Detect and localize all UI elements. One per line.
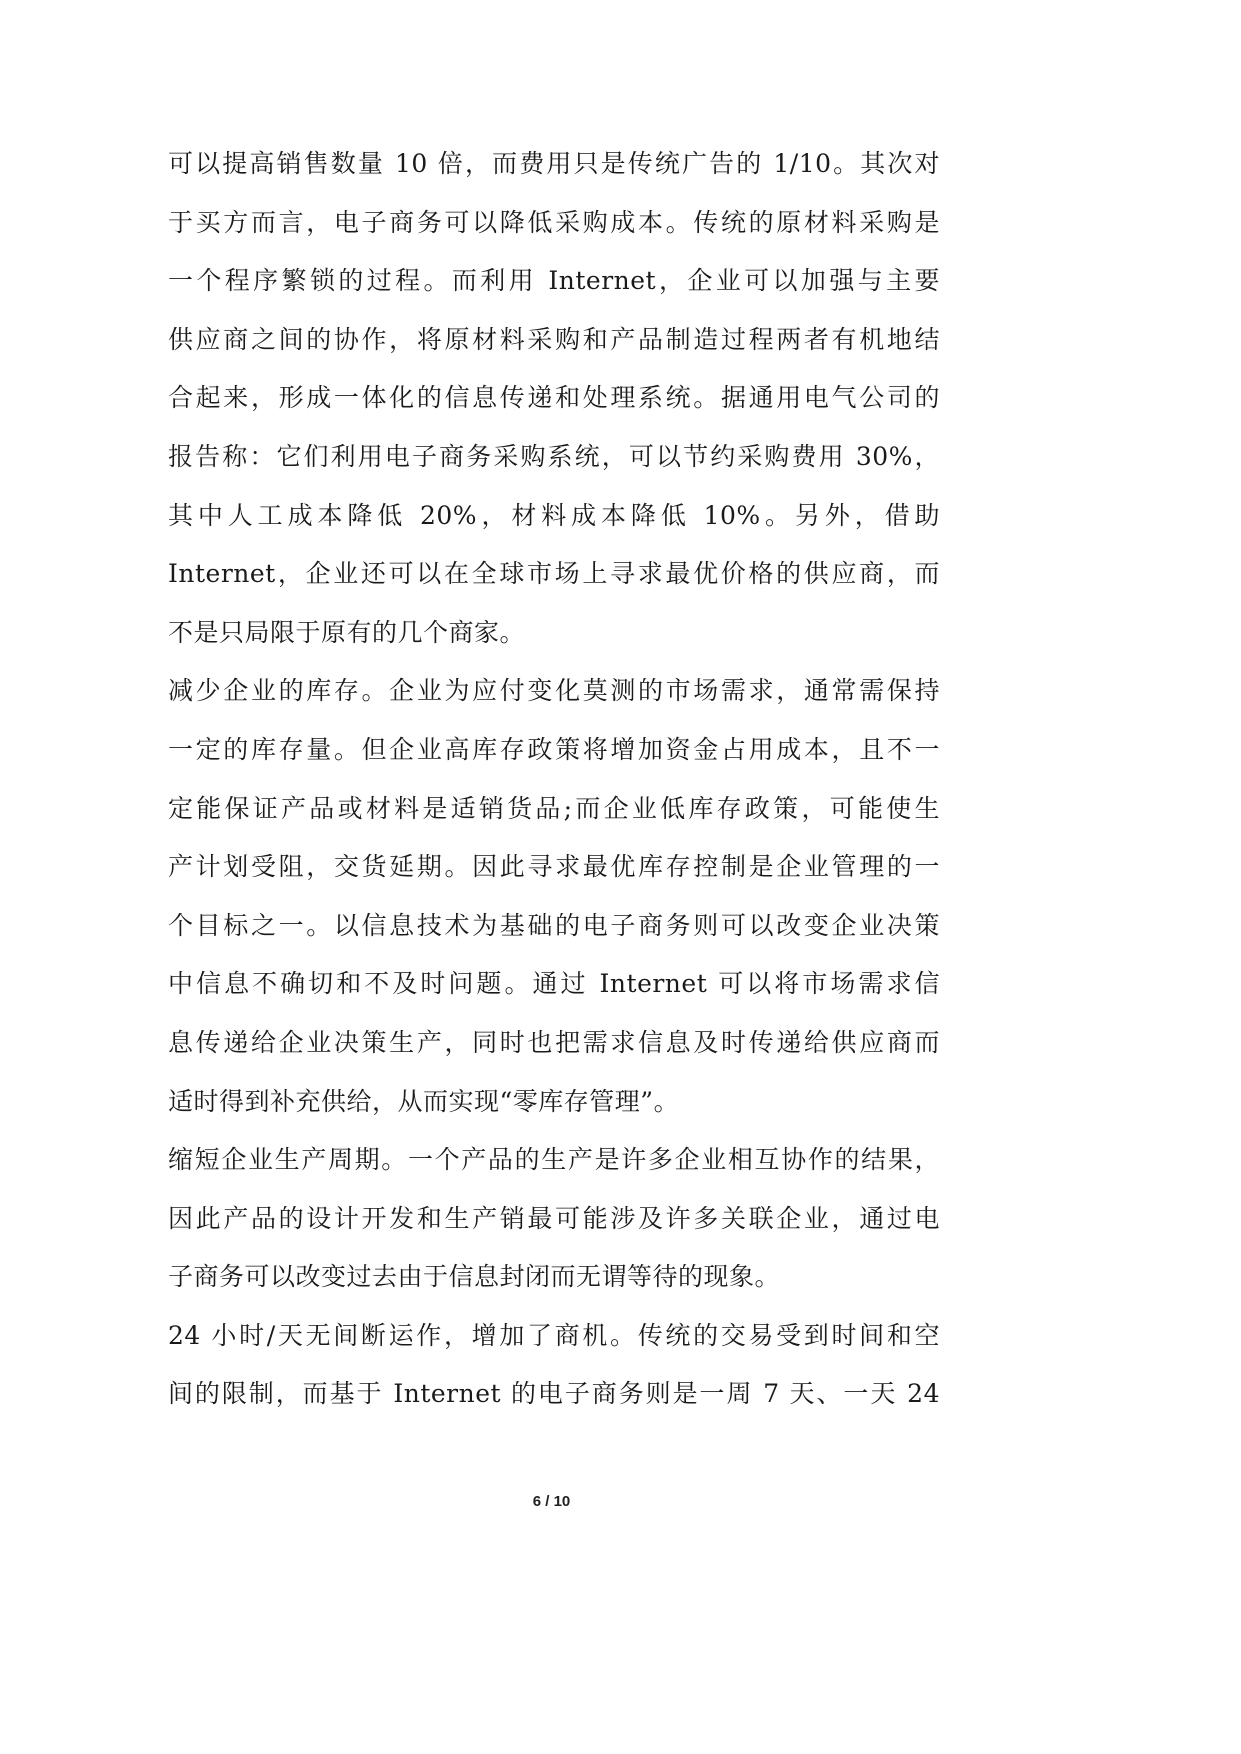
text-line: 合起来，形成一体化的信息传递和处理系统。据通用电气公司的 [168, 383, 940, 413]
text-line: 中信息不确切和不及时问题。通过 Internet 可以将市场需求信 [168, 969, 940, 999]
text-line: 减少企业的库存。企业为应付变化莫测的市场需求，通常需保持 [168, 676, 940, 706]
text-line: 子商务可以改变过去由于信息封闭而无谓等待的现象。 [168, 1262, 781, 1292]
page-number: 6 / 10 [532, 1493, 571, 1510]
text-line: 适时得到补充供给，从而实现“零库存管理”。 [168, 1086, 680, 1116]
text-line: 缩短企业生产周期。一个产品的生产是许多企业相互协作的结果， [168, 1145, 940, 1175]
body-text [168, 143, 940, 1432]
text-line: 一定的库存量。但企业高库存政策将增加资金占用成本，且不一 [168, 734, 940, 764]
text-line: 报告称：它们利用电子商务采购系统，可以节约采购费用 30%， [168, 441, 940, 471]
text-line: 24 小时/天无间断运作，增加了商机。传统的交易受到时间和空 [168, 1320, 940, 1350]
text-line: 供应商之间的协作，将原材料采购和产品制造过程两者有机地结 [168, 324, 940, 354]
text-line: 个目标之一。以信息技术为基础的电子商务则可以改变企业决策 [168, 910, 940, 940]
text-line: 不是只局限于原有的几个商家。 [168, 617, 526, 647]
text-line: Internet，企业还可以在全球市场上寻求最优价格的供应商，而 [168, 559, 940, 589]
text-line: 产计划受阻，交货延期。因此寻求最优库存控制是企业管理的一 [168, 852, 940, 882]
text-line: 一个程序繁锁的过程。而利用 Internet，企业可以加强与主要 [168, 266, 940, 296]
text-line: 息传递给企业决策生产，同时也把需求信息及时传递给供应商而 [168, 1027, 940, 1057]
text-line: 于买方而言，电子商务可以降低采购成本。传统的原材料采购是 [168, 207, 940, 237]
text-line: 因此产品的设计开发和生产销最可能涉及许多关联企业，通过电 [168, 1203, 940, 1233]
text-line: 可以提高销售数量 10 倍，而费用只是传统广告的 1/10。其次对 [168, 149, 940, 178]
text-line: 其中人工成本降低 20%，材料成本降低 10%。另外，借助 [168, 500, 940, 530]
text-line: 定能保证产品或材料是适销货品;而企业低库存政策，可能使生 [168, 793, 940, 823]
text-line: 间的限制，而基于 Internet 的电子商务则是一周 7 天、一天 24 [168, 1379, 940, 1409]
